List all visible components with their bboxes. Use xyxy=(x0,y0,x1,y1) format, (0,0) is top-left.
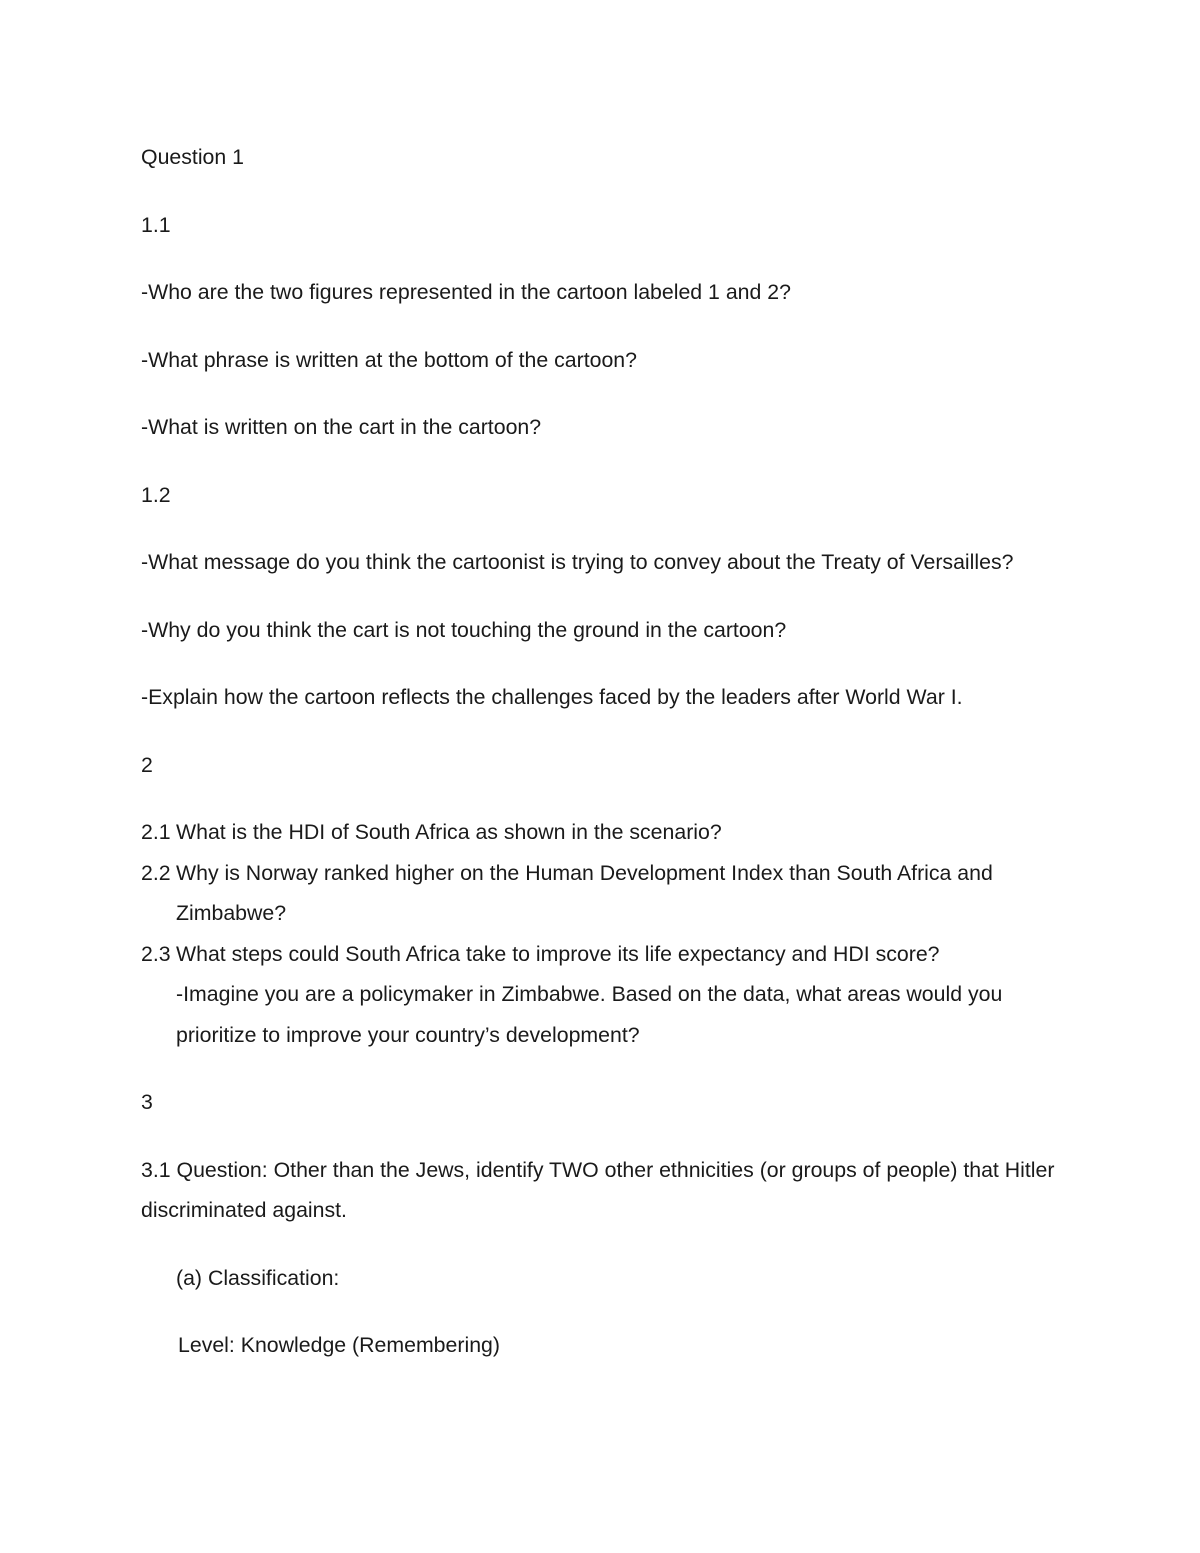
section-1-1-number: 1.1 xyxy=(141,212,171,237)
question-1-heading: Question 1 xyxy=(141,145,245,169)
list-item-number: 2.2 xyxy=(141,860,171,885)
question-1-2-a: -What message do you think the cartoonist is trying to convey about the Treaty of Versailles? xyxy=(141,550,1014,574)
list-item-number: 2.1 xyxy=(141,820,171,844)
list-item-number: 2.3 xyxy=(141,941,171,966)
section-1-2-number: 1.2 xyxy=(141,482,171,507)
question-1-1-a: -Who are the two figures represented in the cartoon labeled 1 and 2? xyxy=(141,280,791,304)
list-item xyxy=(141,812,1061,853)
question-1-2-b: -Why do you think the cart is not touching the ground in the cartoon? xyxy=(141,617,787,642)
question-1-1-c: -What is written on the cart in the cartoon? xyxy=(141,415,542,439)
list-item-text: Why is Norway ranked higher on the Human Development Index than South Africa and Zimbabwe? xyxy=(176,860,993,925)
section-3-number: 3 xyxy=(141,1090,153,1114)
question-1-1-b: -What phrase is written at the bottom of the cartoon? xyxy=(141,347,637,372)
list-item-text: What is the HDI of South Africa as shown in the scenario? xyxy=(176,820,722,844)
document-content xyxy=(141,137,1061,1393)
question-1-2-c: -Explain how the cartoon reflects the challenges faced by the leaders after World War I. xyxy=(141,685,963,709)
section-2-number: 2 xyxy=(141,752,153,777)
section-2-question-list xyxy=(141,812,1061,1055)
classification-label: (a) Classification: xyxy=(176,1265,340,1290)
list-item-text: What steps could South Africa take to improve its life expectancy and HDI score? xyxy=(176,941,940,966)
list-item xyxy=(141,853,1061,934)
list-item xyxy=(141,934,1061,975)
question-3-1: 3.1 Question: Other than the Jews, identify TWO other ethnicities (or groups of people) that Hitler discriminated against. xyxy=(141,1157,1055,1222)
section-2-extra-question: -Imagine you are a policymaker in Zimbabwe. Based on the data, what areas would you prioritize to improve your country’s development? xyxy=(176,982,1003,1047)
level-label: Level: Knowledge (Remembering) xyxy=(178,1333,500,1357)
